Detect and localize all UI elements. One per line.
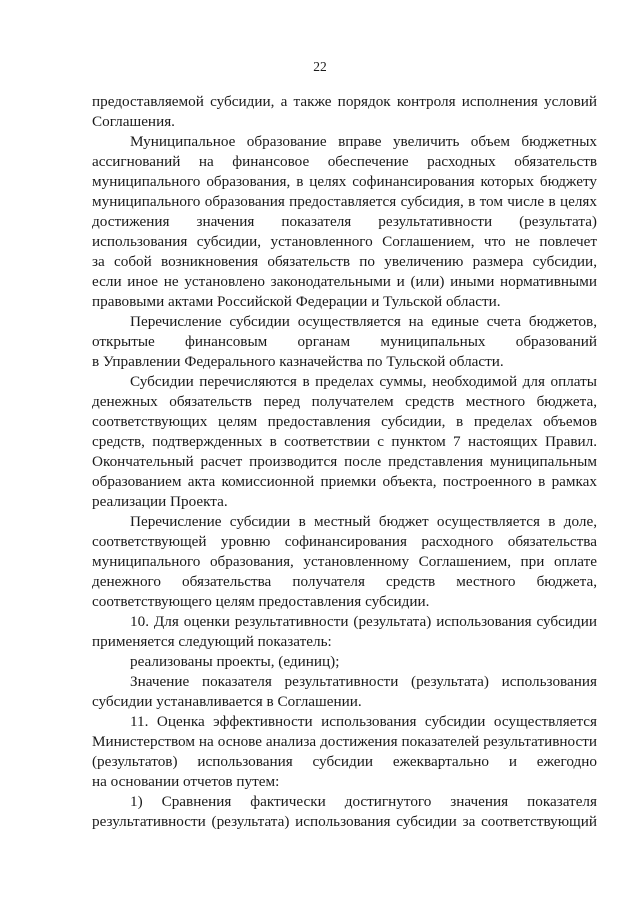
- text-line: если иное не установлено законодательными и (или) иными нормативными: [92, 273, 597, 290]
- text-line: открытые финансовым органам муниципальных образований: [92, 333, 597, 350]
- paragraph: [92, 652, 597, 672]
- text-line: Окончательный расчет производится после представления муниципальным: [92, 453, 597, 470]
- document-body: [92, 92, 597, 832]
- text-line: на основании отчетов путем:: [92, 773, 280, 790]
- text-line: субсидии устанавливается в Соглашении.: [92, 693, 362, 710]
- text-line: использования субсидии, установленного Соглашением, что не повлечет: [92, 233, 597, 250]
- text-line: Субсидии перечисляются в пределах суммы, необходимой для оплаты: [130, 373, 597, 390]
- text-line: муниципального образования, установленному Соглашением, при оплате: [92, 553, 597, 570]
- text-line: правовыми актами Российской Федерации и Тульской области.: [92, 293, 501, 310]
- text-line: (результатов) использования субсидии ежеквартально и ежегодно: [92, 753, 597, 770]
- text-line: муниципального образования предоставляется субсидия, в том числе в целях: [92, 193, 597, 210]
- paragraph: [92, 672, 597, 712]
- text-line: в Управлении Федерального казначейства по Тульской области.: [92, 353, 504, 370]
- paragraph: [92, 312, 597, 372]
- paragraph: [92, 132, 597, 312]
- text-line: образованием акта комиссионной приемки объекта, построенного в рамках: [92, 473, 597, 490]
- text-line: денежного обязательства получателя средств местного бюджета,: [92, 573, 597, 590]
- text-line: достижения значения показателя результативности (результата): [92, 213, 597, 230]
- text-line: за собой возникновения обязательств по увеличению размера субсидии,: [92, 253, 597, 270]
- text-line: муниципального образования, в целях софинансирования которых бюджету: [92, 173, 597, 190]
- paragraph: [92, 612, 597, 652]
- paragraph: [92, 792, 597, 832]
- text-line: результативности (результата) использования субсидии за соответствующий: [92, 813, 597, 830]
- text-line: Перечисление субсидии осуществляется на единые счета бюджетов,: [130, 313, 597, 330]
- text-line: средств, подтвержденных в соответствии с пунктом 7 настоящих Правил.: [92, 433, 597, 450]
- paragraph: [92, 712, 597, 792]
- text-line: Значение показателя результативности (результата) использования: [130, 673, 597, 690]
- paragraph: [92, 92, 597, 132]
- text-line: Перечисление субсидии в местный бюджет осуществляется в доле,: [130, 513, 597, 530]
- text-line: 11. Оценка эффективности использования субсидии осуществляется: [130, 713, 597, 730]
- text-line: соответствующего целям предоставления субсидии.: [92, 593, 430, 610]
- text-line: применяется следующий показатель:: [92, 633, 332, 650]
- text-line: реализации Проекта.: [92, 493, 228, 510]
- text-line: соответствующих целям предоставления субсидии, в пределах объемов: [92, 413, 597, 430]
- text-line: денежных обязательств перед получателем средств местного бюджета,: [92, 393, 597, 410]
- text-line: предоставляемой субсидии, а также порядок контроля исполнения условий: [92, 93, 597, 110]
- text-line: реализованы проекты, (единиц);: [130, 653, 340, 670]
- text-line: 10. Для оценки результативности (результата) использования субсидии: [130, 613, 597, 630]
- paragraph: [92, 512, 597, 612]
- text-line: Муниципальное образование вправе увеличить объем бюджетных: [130, 133, 597, 150]
- text-line: Соглашения.: [92, 113, 175, 130]
- page-number: 22: [313, 59, 327, 74]
- text-line: ассигнований на финансовое обеспечение расходных обязательств: [92, 153, 597, 170]
- text-line: Министерством на основе анализа достижения показателей результативности: [92, 733, 597, 750]
- text-line: 1) Сравнения фактически достигнутого значения показателя: [130, 793, 597, 810]
- text-line: соответствующей уровню софинансирования расходного обязательства: [92, 533, 597, 550]
- paragraph: [92, 372, 597, 512]
